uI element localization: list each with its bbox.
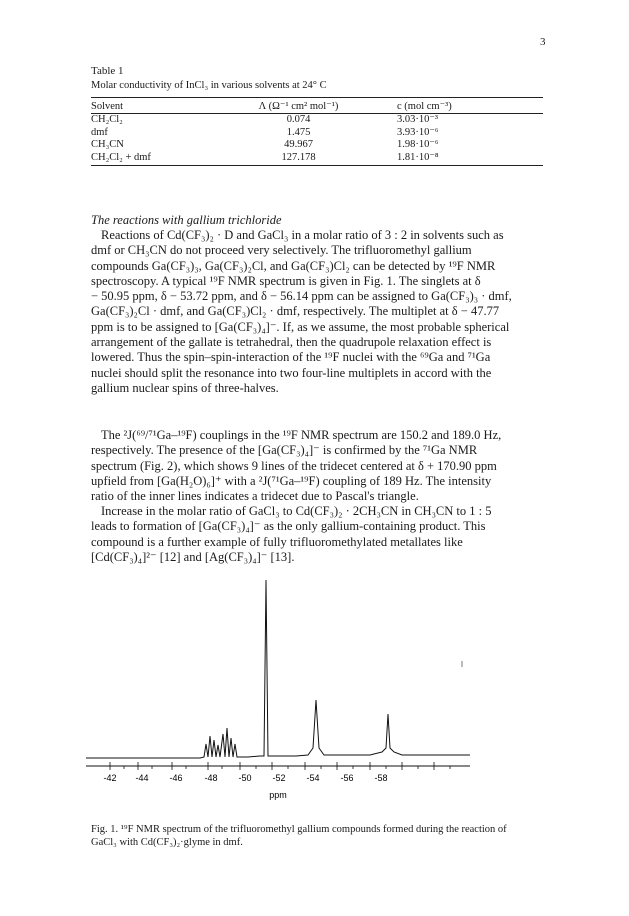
- table-cell: 3.93·10⁻⁶: [397, 126, 439, 138]
- tick-label: -44: [135, 773, 149, 783]
- paragraph-1: [91, 228, 543, 396]
- text-line: leads to formation of [Ga(CF₃)₄]⁻ as the only gallium-containing product. This: [91, 519, 486, 534]
- x-axis-label: ppm: [269, 790, 287, 800]
- table-cell: CH₂Cl₂: [91, 114, 123, 125]
- table-cell: 1.81·10⁻⁸: [381, 152, 543, 166]
- tick-label: -42: [103, 773, 117, 783]
- conductivity-table: [91, 97, 543, 166]
- paragraph-3: [91, 504, 543, 565]
- table-cell: 1.475: [286, 126, 311, 138]
- table-row: [91, 114, 543, 127]
- text-line: The ²J(⁶⁹/⁷¹Ga–¹⁹F) couplings in the ¹⁹F NMR spectrum are 150.2 and 189.0 Hz,: [101, 428, 502, 442]
- text-line: [Cd(CF₃)₄]²⁻ [12] and [Ag(CF₃)₄]⁻ [13].: [91, 549, 295, 564]
- text-line: Reactions of Cd(CF₃)₂ · D and GaCl₃ in a molar ratio of 3 : 2 in solvents such as: [101, 228, 504, 242]
- table-cell: 3.03·10⁻³: [397, 114, 439, 125]
- text-line: − 50.95 ppm, δ − 53.72 ppm, and δ − 56.14 ppm can be assigned to Ga(CF₃)₃ · dmf,: [91, 289, 512, 304]
- table-row: [91, 127, 543, 140]
- tick-label: -50: [238, 773, 252, 783]
- page-number: 3: [540, 36, 546, 48]
- text-line: upfield from [Ga(H₂O)₆]⁺ with a ²J(⁷¹Ga–¹⁹F) coupling of 189 Hz. The intensity: [91, 473, 492, 488]
- text-line: ppm is to be assigned to [Ga(CF₃)₄]⁻. If, as we assume, the most probable spherical: [91, 319, 510, 334]
- paragraph-2: [91, 428, 543, 504]
- table-cell: 0.074: [286, 114, 311, 125]
- tick-label: -54: [306, 773, 320, 783]
- tick-label: -46: [169, 773, 183, 783]
- header-conductivity: Λ (Ω⁻¹ cm² mol⁻¹): [216, 98, 381, 114]
- header-concentration: c (mol cm⁻³): [381, 98, 543, 114]
- tick-label: -58: [374, 773, 388, 783]
- text-line: respectively. The presence of the [Ga(CF₃)₄]⁻ is confirmed by the ⁷¹Ga NMR: [91, 443, 478, 458]
- text-line: spectrum (Fig. 2), which shows 9 lines of the tridecet centered at δ + 170.90 ppm: [91, 458, 497, 473]
- section-heading: The reactions with gallium trichloride: [91, 213, 282, 227]
- caption-line: Fig. 1. ¹⁹F NMR spectrum of the trifluoromethyl gallium compounds formed during the reaction of: [91, 824, 507, 835]
- table-cell: 49.967: [284, 139, 313, 150]
- header-solvent: Solvent: [91, 98, 216, 114]
- table-cell: CH₂Cl₂ + dmf: [91, 152, 216, 166]
- tick-label: -56: [340, 773, 354, 783]
- nmr-spectrum-figure: [80, 568, 480, 808]
- table-title: Molar conductivity of InCl₃ in various solvents at 24° C: [91, 80, 327, 91]
- text-line: dmf or CH₃CN do not proceed very selectively. The trifluoromethyl gallium: [91, 243, 472, 258]
- text-line: compound is a further example of fully trifluoromethylated metallates like: [91, 534, 463, 549]
- table-row: [91, 152, 543, 166]
- text-line: lowered. Thus the spin–spin-interaction of the ¹⁹F nuclei with the ⁶⁹Ga and ⁷¹Ga: [91, 350, 491, 365]
- tick-label: -52: [272, 773, 286, 783]
- text-line: spectroscopy. A typical ¹⁹F NMR spectrum is given in Fig. 1. The singlets at δ: [91, 273, 481, 288]
- table-cell: CH₃CN: [91, 139, 124, 150]
- text-line: Increase in the molar ratio of GaCl₃ to Cd(CF₃)₂ · 2CH₃CN in CH₃CN to 1 : 5: [101, 504, 492, 518]
- table-row: [91, 139, 543, 152]
- table-cell: dmf: [91, 126, 108, 138]
- table-cell: 127.178: [216, 152, 381, 166]
- spectrum-trace: [86, 580, 470, 758]
- table-header-row: [91, 98, 543, 114]
- text-line: nuclei should split the resonance into two four-line multiplets in accord with the: [91, 365, 492, 380]
- tick-label: -48: [204, 773, 218, 783]
- table-cell: 1.98·10⁻⁶: [397, 139, 439, 150]
- table-caption: Table 1: [91, 65, 124, 77]
- figure-caption: [91, 823, 551, 849]
- text-line: ratio of the inner lines indicates a tridecet due to Pascal's triangle.: [91, 489, 419, 504]
- text-line: arrangement of the gallate is tetrahedral, then the quadrupole relaxation effect is: [91, 335, 492, 350]
- caption-line: GaCl₃ with Cd(CF₃)₂·glyme in dmf.: [91, 837, 243, 848]
- text-line: gallium nuclear spins of three-halves.: [91, 380, 279, 395]
- text-line: Ga(CF₃)₂Cl · dmf, and Ga(CF₃)Cl₂ · dmf, respectively. The multiplet at δ − 47.77: [91, 304, 500, 319]
- text-line: compounds Ga(CF₃)₃, Ga(CF₃)₂Cl, and Ga(CF₃)Cl₂ can be detected by ¹⁹F NMR: [91, 258, 496, 273]
